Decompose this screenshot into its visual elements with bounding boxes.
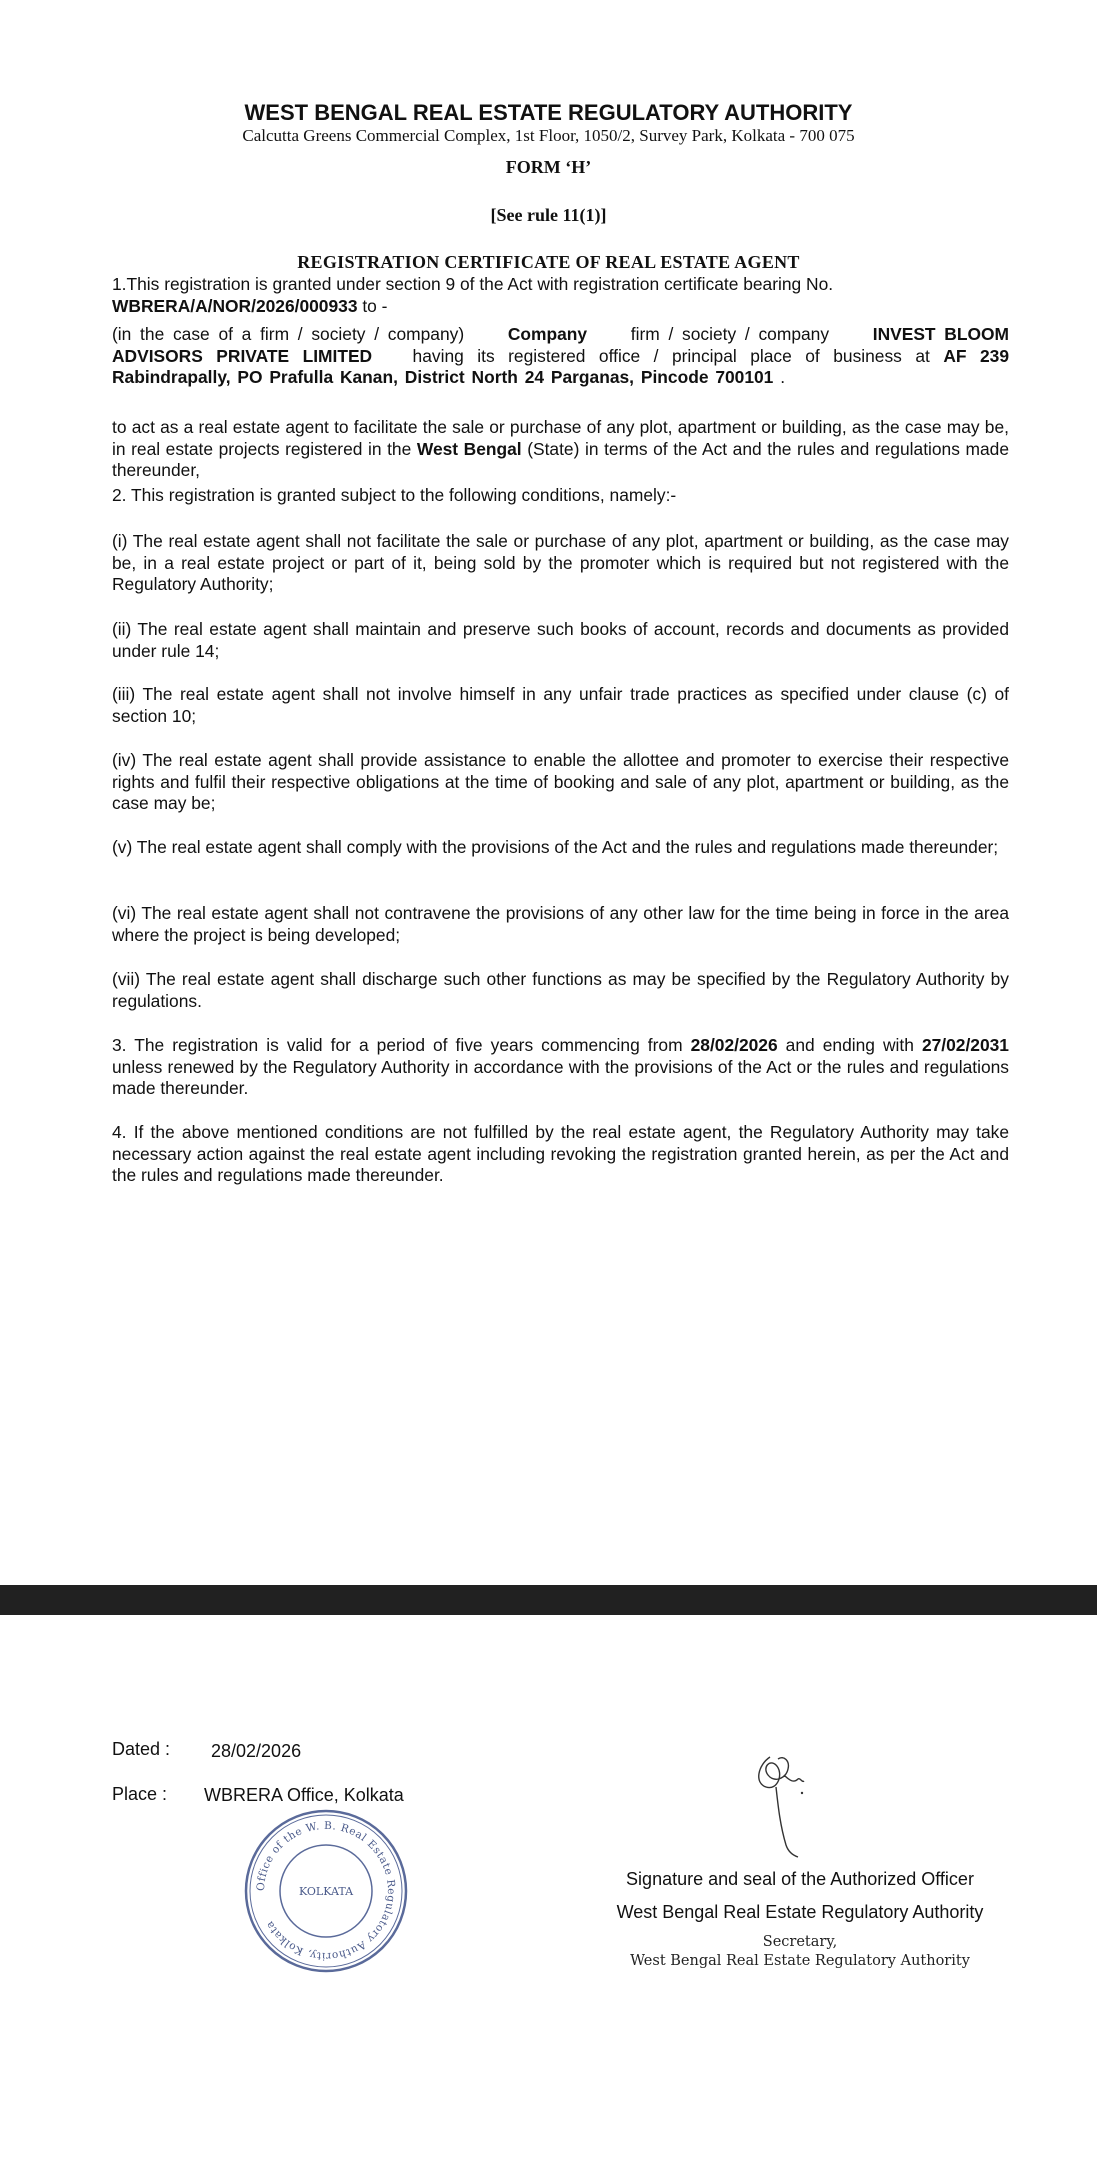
page-divider (0, 1585, 1097, 1615)
certificate-title: REGISTRATION CERTIFICATE OF REAL ESTATE AGENT (297, 252, 800, 272)
officer-signature (740, 1735, 840, 1865)
signature-authority: West Bengal Real Estate Regulatory Authority (616, 1902, 984, 1922)
authority-address: Calcutta Greens Commercial Complex, 1st Floor, 1050/2, Survey Park, Kolkata - 700 075 (242, 126, 855, 145)
condition-vii: (vii) The real estate agent shall discharge such other functions as may be specified by the Regulatory Authority by regulations. (112, 969, 1009, 1011)
state-name: West Bengal (416, 438, 522, 459)
seal-ring-text: Office of the W. B. Real Estate Regulatory Authority, Kolkata (254, 1819, 398, 1963)
signature-caption: Signature and seal of the Authorized Officer (626, 1869, 974, 1889)
clause-1-intro: 1.This registration is granted under section 9 of the Act with registration certificate bearing No. WBRERA/A/NOR/2026/000933 to - (112, 274, 834, 316)
registration-number: WBRERA/A/NOR/2026/000933 (112, 295, 358, 316)
condition-iii: (iii) The real estate agent shall not involve himself in any unfair trade practices as specified under clause (c) of section 10; (112, 684, 1009, 726)
condition-i: (i) The real estate agent shall not facilitate the sale or purchase of any plot, apartment or building, as the case may be, in a real estate project or part of it, being sold by the promoter which is required but not registered with the Regulatory Authority; (112, 531, 1009, 594)
footer-area (0, 1615, 1097, 2167)
entity-type: Company (507, 324, 588, 344)
secretary-authority: West Bengal Real Estate Regulatory Authority (630, 1953, 970, 1969)
rule-reference: [See rule 11(1)] (490, 205, 607, 225)
place-value: WBRERA Office, Kolkata (204, 1785, 404, 1805)
agent-address: AF 239 Rabindrapally, PO Prafulla Kanan, District North 24 Parganas, Pincode 700101 (112, 345, 1009, 387)
clause-1-purpose: to act as a real estate agent to facilitate the sale or purchase of any plot, apartment or building, as the case may be, in real estate projects registered in the West Bengal (State) in terms of the Act and the rules and regulations made thereunder, (112, 417, 1009, 480)
form-label: FORM ‘H’ (505, 157, 592, 177)
secretary-title: Secretary, (762, 1934, 838, 1950)
clause-4-revocation: 4. If the above mentioned conditions are not fulfilled by the real estate agent, the Regulatory Authority may take necessary action against the real estate agent including revoking the registration granted herein, as per the Act and the rules and regulations made thereunder. (112, 1122, 1009, 1185)
place-label: Place : (112, 1784, 168, 1804)
start-date: 28/02/2026 (690, 1035, 778, 1055)
clause-2-intro: 2. This registration is granted subject to the following conditions, namely:- (112, 485, 677, 505)
authority-title: WEST BENGAL REAL ESTATE REGULATORY AUTHORITY (244, 100, 853, 125)
condition-ii: (ii) The real estate agent shall maintain and preserve such books of account, records and documents as provided under rule 14; (112, 619, 1009, 661)
seal-center-text: KOLKATA (298, 1885, 354, 1898)
condition-iv: (iv) The real estate agent shall provide assistance to enable the allottee and promoter to exercise their respective rights and fulfil their respective obligations at the time of booking and sale of any plot, apartment or building, as the case may be; (112, 750, 1009, 813)
end-date: 27/02/2031 (921, 1035, 1009, 1055)
dated-label: Dated : (112, 1739, 171, 1759)
clause-3-validity: 3. The registration is valid for a period of five years commencing from 28/02/2026 and ending with 27/02/2031 unless renewed by the Regulatory Authority in accordance with the provisions of the Act or the rules and regulations made thereunder. (112, 1035, 1009, 1098)
dated-value: 28/02/2026 (211, 1741, 302, 1761)
condition-v: (v) The real estate agent shall comply with the provisions of the Act and the rules and regulations made thereunder; (112, 837, 999, 857)
agent-name: INVEST BLOOM ADVISORS PRIVATE LIMITED (112, 324, 1010, 366)
official-seal (243, 1808, 409, 1974)
condition-vi: (vi) The real estate agent shall not contravene the provisions of any other law for the time being in force in the area where the project is being developed; (112, 903, 1009, 945)
clause-1-agent: (in the case of a firm / society / company) Company firm / society / company INVEST BLOOM ADVISORS PRIVATE LIMITED having its registered office / principal place of business at AF 239 Rabindrapally, PO Prafulla Kanan, District North 24 Parganas, Pincode 700101 . (112, 324, 1010, 387)
